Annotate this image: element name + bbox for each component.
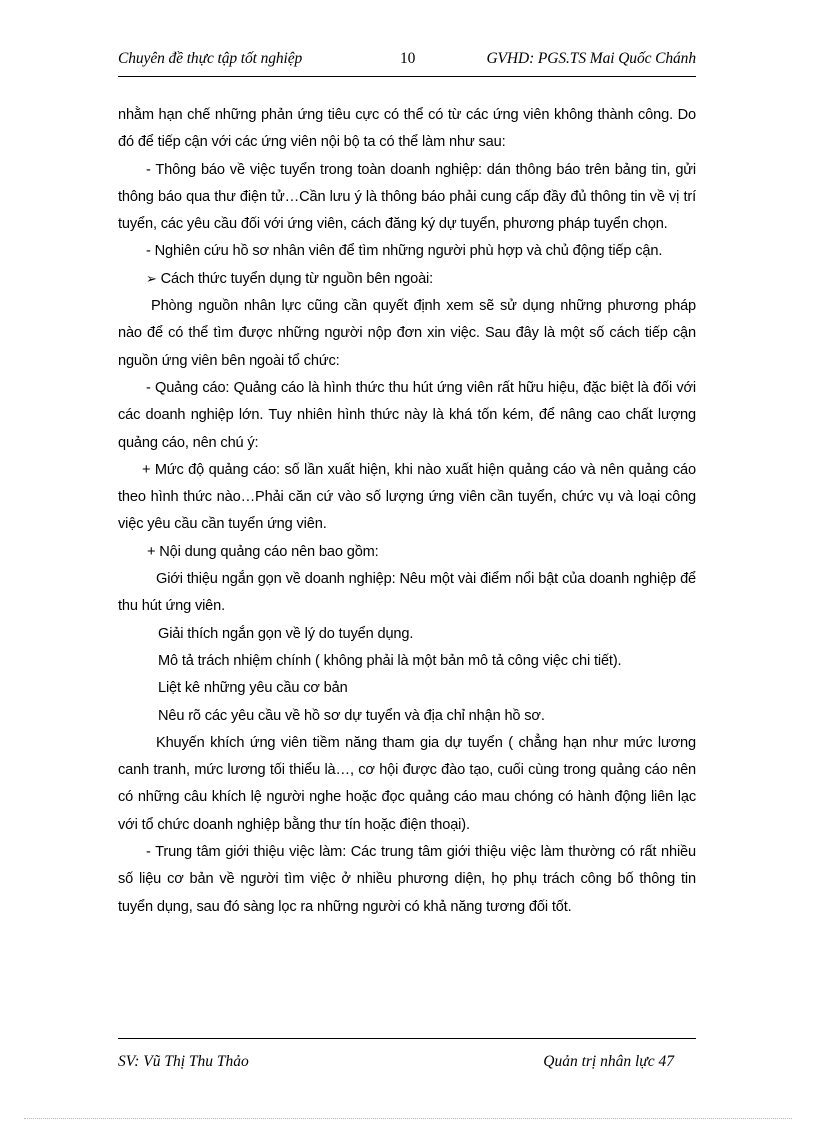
paragraph-13: Nêu rõ các yêu cầu về hồ sơ dự tuyển và địa chỉ nhận hồ sơ. — [158, 707, 545, 724]
paragraph-7: + Mức độ quảng cáo: số lần xuất hiện, khi nào xuất hiện quảng cáo và nên quảng cáo theo hình thức nào…Phải căn cứ vào số lượng ứng viên cần tuyển, chức vụ và loại công việc yêu cầu cần tuyển ứng viên. — [118, 461, 696, 533]
arrow-bullet-icon: ➢ — [146, 271, 157, 287]
paragraph-14: Khuyến khích ứng viên tiềm năng tham gia dự tuyển ( chẳng hạn như mức lương canh tranh, mức lương tối thiểu là…, cơ hội được đào tạo, cuối cùng trong quảng cáo nên có những câu khích lệ người nghe hoặc đọc quảng cáo mau chóng có hành động liên lạc với tổ chức doanh nghiệp bằng thư tín hoặc điện thoại). — [118, 734, 696, 833]
page-header — [118, 50, 696, 76]
paragraph-5: Phòng nguồn nhân lực cũng cần quyết định xem sẽ sử dụng những phương pháp nào để có thể tìm được những người nộp đơn xin việc. Sau đây là một số cách tiếp cận nguồn ứng viên bên ngoài tổ chức: — [118, 298, 696, 369]
header-page-number: 10 — [400, 50, 416, 67]
paragraph-8: + Nội dung quảng cáo nên bao gồm: — [147, 543, 379, 560]
page-footer — [118, 1053, 696, 1077]
footer-course: Quản trị nhân lực 47 — [543, 1053, 674, 1070]
paragraph-15: - Trung tâm giới thiệu việc làm: Các trung tâm giới thiệu việc làm thường có rất nhiều số liệu cơ bản về người tìm việc ở nhiều phương diện, họ phụ trách công bố thông tin tuyển dụng, sau đó sàng lọc ra những người có khả năng tương đối tốt. — [118, 844, 696, 915]
paragraph-1: nhằm hạn chế những phản ứng tiêu cực có thể có từ các ứng viên không thành công. Do đó để tiếp cận với các ứng viên nội bộ ta có thể làm như sau: — [118, 107, 696, 151]
header-supervisor: GVHD: PGS.TS Mai Quốc Chánh — [486, 50, 696, 67]
paragraph-3: - Nghiên cứu hồ sơ nhân viên để tìm những người phù hợp và chủ động tiếp cận. — [146, 243, 663, 260]
header-divider — [118, 76, 696, 77]
page-body — [118, 102, 696, 921]
paragraph-4 — [118, 266, 696, 293]
footer-divider — [118, 1038, 696, 1039]
paragraph-9: Giới thiệu ngắn gọn về doanh nghiệp: Nêu một vài điểm nổi bật của doanh nghiệp để thu hút ứng viên. — [118, 571, 696, 615]
footer-student-name: SV: Vũ Thị Thu Thảo — [118, 1053, 249, 1070]
paragraph-12: Liệt kê những yêu cầu cơ bản — [158, 680, 348, 697]
page-bottom-border — [24, 1118, 792, 1119]
paragraph-6: - Quảng cáo: Quảng cáo là hình thức thu hút ứng viên rất hữu hiệu, đặc biệt là đối với các doanh nghiệp lớn. Tuy nhiên hình thức này là khá tốn kém, để nâng cao chất lượng quảng cáo, nên chú ý: — [118, 379, 696, 451]
header-title: Chuyên đề thực tập tốt nghiệp — [118, 50, 303, 67]
paragraph-11: Mô tả trách nhiệm chính ( không phải là một bản mô tả công việc chi tiết). — [158, 652, 622, 669]
paragraph-10: Giải thích ngắn gọn về lý do tuyển dụng. — [158, 625, 414, 642]
paragraph-4-text: Cách thức tuyển dụng từ nguồn bên ngoài: — [160, 270, 434, 287]
paragraph-2: - Thông báo về việc tuyển trong toàn doanh nghiệp: dán thông báo trên bảng tin, gửi thông báo qua thư điện tử…Cần lưu ý là thông báo phải cung cấp đầy đủ thông tin về vị trí tuyển, các yêu cầu đối với ứng viên, cách đăng ký dự tuyển, phương pháp tuyển chọn. — [118, 161, 696, 233]
